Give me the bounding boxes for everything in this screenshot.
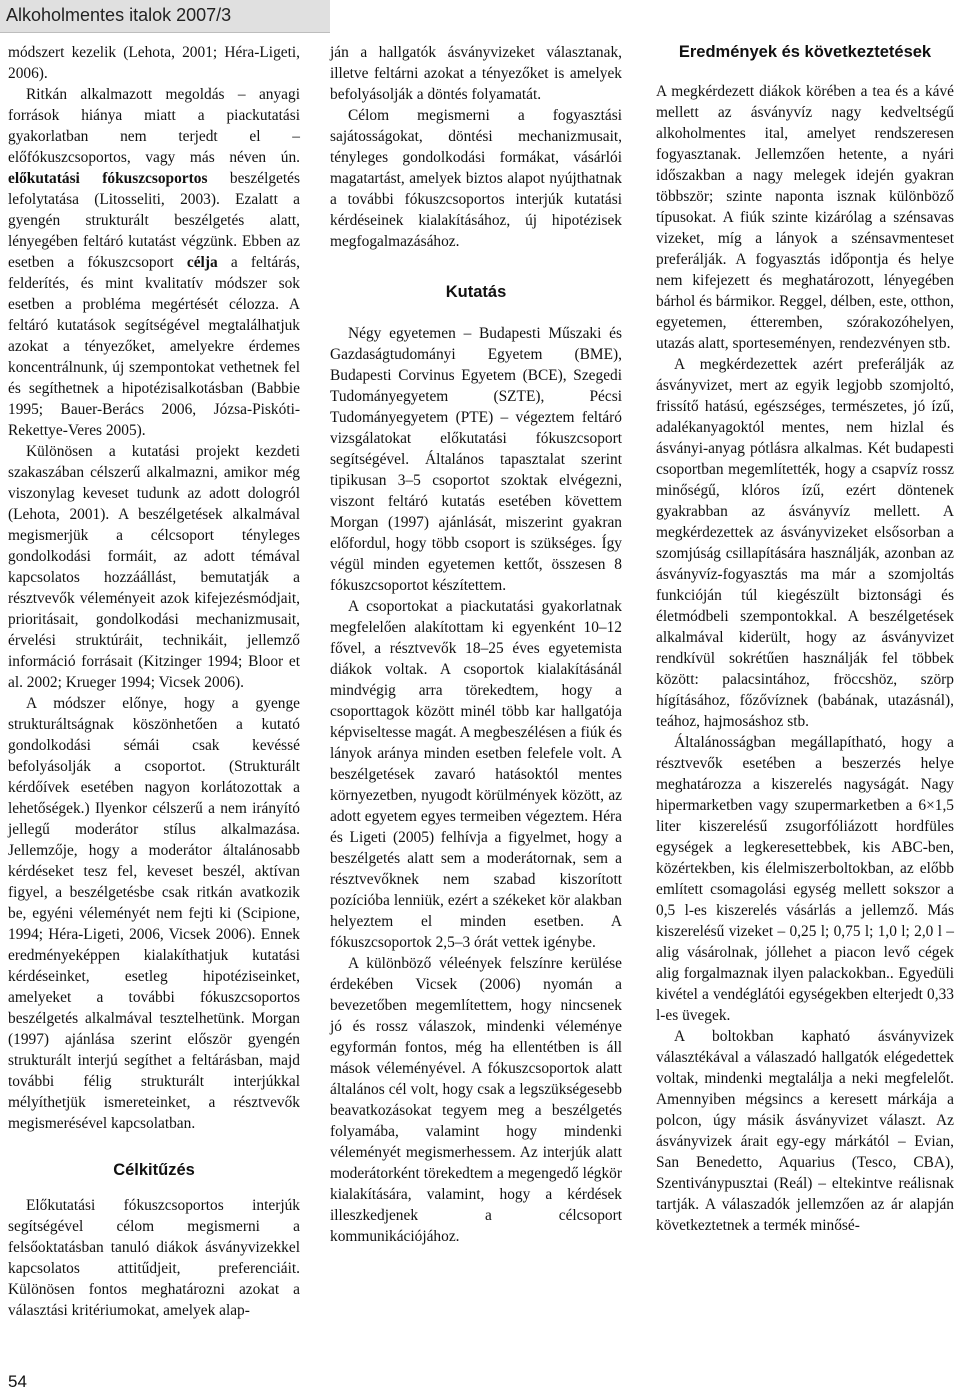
paragraph: Különösen a kutatási projekt kezdeti szakaszában célszerű alkalmazni, amikor még viszonylag keveset tudunk az adott dologról (Lehota, 2001). A beszélgetések alkalmával megismerjük a célcsoport tényleges gondolkodási formáit, az adott témával kapcsolatos hozzáállást, bemutatják a résztvevők véleményeit azok kifejezésmódjait, prioritásait, gondolkodási mechanizmusait, érvelési struktúráit, technikáit, jellemző információ forrásait (Kitzinger 1994; Bloor et al. 2002; Krueger 1994; Vicsek 2006). — [8, 443, 300, 691]
section-heading-results: Eredmények és következtetések — [678, 43, 932, 61]
paragraph: módszert kezelik (Lehota, 2001; Héra-Ligeti, 2006). — [8, 44, 300, 82]
running-title: Alkoholmentes italok 2007/3 — [6, 5, 232, 25]
paragraph: A boltokban kapható ásványvizek választékával a válaszadó hallgatók elégedettek voltak, mindenki megtalálja a neki megfelelőt. Amennyiben mégsincs a keresett márkája a polcon, úgy másik ásványvizet választ. Az ásványvizek árait egy-egy márkától – Evian, San Benedetto, Aquarius (Tesco, CBA), Szentiványpusztai (Reál) – eltekintve reálisnak tartják. A válaszadók jellemzően az ár alapján következtetnek a termék minősé- — [656, 1028, 954, 1234]
column-1 — [8, 42, 300, 1321]
running-header — [0, 0, 330, 33]
column-2 — [330, 42, 622, 1247]
paragraph: Általánosságban megállapítható, hogy a résztvevők esetében a beszerzés helye meghatározza a kiszerelés nagyságát. Nagy hipermarketben vagy szupermarketben a 6×1,5 liter kiszerelésű zsugorfóliázott hordfüles egységek a legkeresettebbek, kis ABC-ben, közértekben, kis élelmiszerboltokban, az előbb említett csomagolási egység mellett sokszor a 0,5 l-es kiszerelés vásárlás a jellemző. Más kiszerelésű vizeket – 0,25 l; 0,75 l; 1,0 l; 2,0 l – alig vásárolnak, jóllehet a piacon levő cégek alig forgalmaznak ilyen palackokban.. Egyedüli kivétel a vendéglátói egységekben elterjedt 0,33 l-es üvegek. — [656, 734, 954, 1024]
paragraph: Célom megismerni a fogyasztási sajátosságokat, döntési mechanizmusait, tényleges gondolkodási formákat, vásárlói magatartást, amelyek biztos alapot nyújthatnak a további fókuszcsoportos interjúk kutatási kérdéseinek kialakításához, új hipotézisek megfogalmazásához. — [330, 107, 622, 250]
paragraph: ján a hallgatók ásványvizeket választanak, illetve feltárni azokat a tényezőket is amelyek befolyásolják a döntés folyamatát. — [330, 44, 622, 103]
paragraph: Előkutatási fókuszcsoportos interjúk segítségével célom megismerni a felsőoktatásban tanuló diákok ásványvizekkel kapcsolatos attitűdjeit, preferenciáit. Különösen fontos meghatározni azokat a választási kritériumokat, amelyek alap- — [8, 1197, 300, 1319]
paragraph: A csoportokat a piackutatási gyakorlatnak megfelelően alakítottam ki egyenként 10–12 fővel, a résztvevők 18–25 éves egyetemista diákok voltak. A csoportok kialakításánál mindvégig arra törekedtem, hogy a csoporttagok között minél több kar hallgatója képviseltesse magát. A megbeszélésen a fiúk és lányok aránya minden esetben felefele volt. A beszélgetések zavaró hatásoktól mentes környezetben, nyugodt körülmények között, az adott egyetem egyes termeiben végeztem. Héra és Ligeti (2005) felhívja a figyelmet, hogy a beszélgetés alatt sem a moderátornak, sem a résztvevőknek nem szabad kiszorított pozícióba lenniük, ezért a székeket kör alakban helyeztem el minden esetben. A fókuszcsoportok 2,5–3 órát vettek igénybe. — [330, 598, 622, 951]
paragraph: Négy egyetemen – Budapesti Műszaki és Gazdaságtudományi Egyetem (BME), Budapesti Corvinus Egyetem (BCE), Szegedi Tudományegyetem (SZTE), Pécsi Tudományegyetem (PTE) – végeztem feltáró vizsgálatokat előkutatási fókuszcsoport segítségével. Általános tapasztalat szerint tipikusan 3–5 csoportot szoktak elvégezni, viszont feltáró kutatás esetében követtem Morgan (1997) ajánlását, miszerint gyakran előfordul, hogy több csoport is szükséges. Így végül minden egyetemen kettőt, összesen 8 fókuszcsoportot készítettem. — [330, 325, 622, 594]
paragraph: A módszer előnye, hogy a gyenge strukturáltságnak köszönhetően a kutató gondolkodási sémái csak kevéssé befolyásolják a csoportot. (Strukturált kérdőívek esetében nagyon korlátozottak a lehetőségek.) Ilyenkor célszerű a nem irányító jellegű moderátor stílus alkalmazása. Jellemzője, hogy a moderátor általánosabb kérdéseket tesz fel, keveset beszél, aktívan figyel, a beszélgetésbe csak ritkán avatkozik be, egyéni véleményét nem fejti ki (Scipione, 1994; Héra-Ligeti, 2006, Vicsek 2006). Ennek eredményeképpen kialakíthatjuk kutatási kérdéseinket, esetleg hipotéziseinket, amelyeket a további fókuszcsoportos beszélgetés alkalmával tesztelhetünk. Morgan (1997) ajánlása szerint először gyengén strukturált interjú segíthet a feltárásban, majd további félig strukturált interjúkkal mélyíthetjük ismereteinket, a résztvevők megismerésével kapcsolatban. — [8, 695, 300, 1132]
paragraph: A különböző véleények felszínre kerülése érdekében Vicsek (2006) nyomán a bevezetőben megemlítettem, hogy nincsenek jó és rossz válaszok, mindenki véleménye egyformán fontos, még ha ellentétben is áll mások véleményével. A fókuszcsoportok alatt általános cél volt, hogy csak a legszükségesebb beavatkozásokat tegyem meg a beszélgetés folyamába, valamint hogy mindenki véleményét megismerhessem. Az interjúk alatt moderátorként törekedtem a megengedő légkör kialakítására, valamint, hogy a kérdések illeszkedjenek a célcsoport kommunikációjához. — [330, 955, 622, 1245]
paragraph: Ritkán alkalmazott megoldás – anyagi források hiánya miatt a piackutatási gyakorlatban nem terjedt el – előfókuszcsoportos, vagy más néven ún. előkutatási fókuszcsoportos beszélgetés lefolytatása (Litosseliti, 2003). Ezalatt a gyengén strukturált beszélgetés alatt, lényegében feltáró kutatást végzünk. Ebben az esetben a fókuszcsoport célja a feltárás, felderítés, és mint kvalitatív módszer sok esetben a probléma megértését célozza. A feltáró kutatások segítségével megtalálhatjuk azokat a tényezőket, amelyekre érdemes koncentrálnunk, új szempontokat vethetnek fel és segíthetnek a hipotézisalkotásban (Babbie 1995; Bauer-Berács 2006, Józsa-Piskóti-Rekettye-Veres 2005). — [8, 86, 300, 439]
page-number: 54 — [8, 1372, 27, 1391]
section-heading-research: Kutatás — [445, 283, 507, 301]
paragraph: A megkérdezett diákok körében a tea és a kávé mellett az ásványvíz nagy kedveltségű alkoholmentes ital, amelyet rendszeresen fogyasztanak. Jellemzően hetente, a nyári időszakban a nagy melegek idején gyakran többször; szinte naponta isznak különböző típusokat. A fiúk szinte kizárólag a szénsavas vizeket, míg a lányok a szénsavmenteset preferálják. A fogyasztás időpontja és helye nem kifejezett és meghatározott, lényegében bárhol és bármikor. Reggel, délben, este, otthon, egyetemen, étteremben, szórakozóhelyen, utazás alatt, sporteseményen, rendezvényen stb. — [656, 83, 954, 352]
column-3 — [656, 42, 954, 1236]
section-heading-goal: Célkitűzés — [113, 1161, 195, 1179]
paragraph: A megkérdezettek azért preferálják az ásványvizet, mert az egyik legjobb szomjoltó, frissítő hatású, egészséges, természetes, jó ízű, adalékanyagoktól mentes, nem hizlal és ásványi-anyag pótlásra alkalmas. Két budapesti csoportban megemlítették, hogy a csapvíz rossz minőségű, klóros ízű, ezért döntenek gyakrabban az ásványvíz mellett. A megkérdezettek az ásványvizeket elsősorban a szomjúság csillapítására használják, azonban az ásványvíz-fogyasztás ma már a szomjoltás funkcióján túl kiegészült biztonsági és életmódbeli szempontokkal. A beszélgetések alkalmával kiderült, hogy az ásványvizet rendkívül sokrétűen használják fel többek között: palacsintához, fröccshöz, szörp hígításához, főzővíznek (babának, utazásnál), teához, hajmosáshoz stb. — [656, 356, 954, 730]
